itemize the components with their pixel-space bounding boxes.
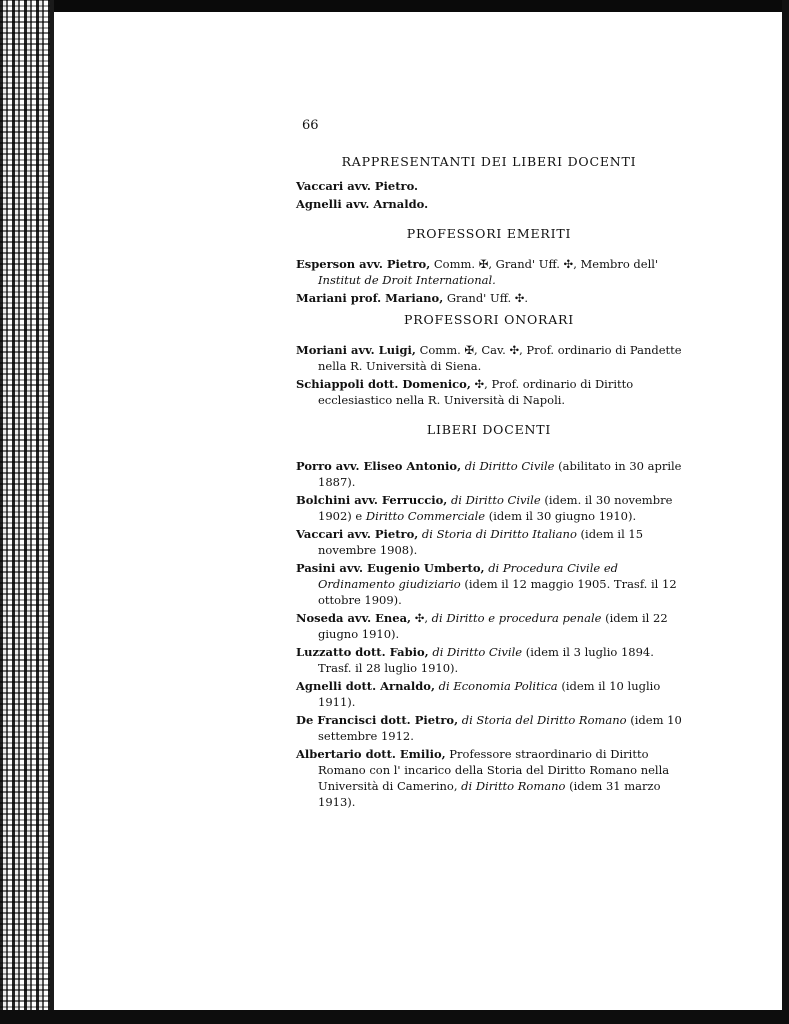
scan-right-border bbox=[782, 0, 789, 1024]
list-item: Mariani prof. Mariano, Grand' Uff. ✣. bbox=[296, 291, 529, 305]
section-title-liberi-docenti: LIBERI DOCENTI bbox=[426, 422, 552, 437]
scan-top-border bbox=[0, 0, 789, 12]
list-item: Agnelli dott. Arnaldo, di Economia Politica (idem il 10 luglio 1911). bbox=[296, 679, 661, 709]
section-title-onorari: PROFESSORI ONORARI bbox=[404, 312, 574, 327]
list-item: Pasini avv. Eugenio Umberto, di Procedura Civile ed Ordinamento giudiziario (idem il 12 maggio 1905. Trasf. il 12 ottobre 1909). bbox=[296, 561, 677, 607]
list-item: Schiappoli dott. Domenico, ✣, Prof. ordinario di Diritto ecclesiastico nella R. Università di Napoli. bbox=[296, 377, 634, 407]
section-title-rappresentanti: RAPPRESENTANTI DEI LIBERI DOCENTI bbox=[341, 154, 637, 169]
list-item: Bolchini avv. Ferruccio, di Diritto Civile (idem. il 30 novembre 1902) e Diritto Commerciale (idem il 30 giugno 1910). bbox=[296, 493, 673, 523]
list-item: Vaccari avv. Pietro. bbox=[296, 179, 419, 193]
list-item: Noseda avv. Enea, ✣, di Diritto e procedura penale (idem il 22 giugno 1910). bbox=[296, 611, 668, 641]
scan-bottom-border bbox=[0, 1010, 789, 1024]
list-item: Agnelli avv. Arnaldo. bbox=[296, 197, 429, 211]
spine-edge bbox=[50, 0, 54, 1024]
list-item: Esperson avv. Pietro, Comm. ✠, Grand' Uff. ✣, Membro dell' Institut de Droit International. bbox=[296, 257, 659, 287]
list-item: De Francisci dott. Pietro, di Storia del Diritto Romano (idem 10 settembre 1912. bbox=[296, 713, 682, 743]
document-page bbox=[296, 118, 682, 812]
section-title-emeriti: PROFESSORI EMERITI bbox=[406, 226, 572, 241]
list-item: Vaccari avv. Pietro, di Storia di Diritto Italiano (idem il 15 novembre 1908). bbox=[296, 527, 644, 557]
list-item: Luzzatto dott. Fabio, di Diritto Civile (idem il 3 luglio 1894. Trasf. il 28 luglio 1910). bbox=[296, 645, 654, 675]
list-item: Porro avv. Eliseo Antonio, di Diritto Civile (abilitato in 30 aprile 1887). bbox=[296, 459, 682, 489]
page-number: 66 bbox=[302, 118, 319, 133]
list-item: Albertario dott. Emilio, Professore straordinario di Diritto Romano con l' incarico della Storia del Diritto Romano nella Università di Camerino, di Diritto Romano (idem 31 marzo 1913). bbox=[296, 747, 670, 809]
book-spine-binding bbox=[0, 0, 52, 1024]
list-item: Moriani avv. Luigi, Comm. ✠, Cav. ✣, Prof. ordinario di Pandette nella R. Università di Siena. bbox=[296, 343, 682, 373]
